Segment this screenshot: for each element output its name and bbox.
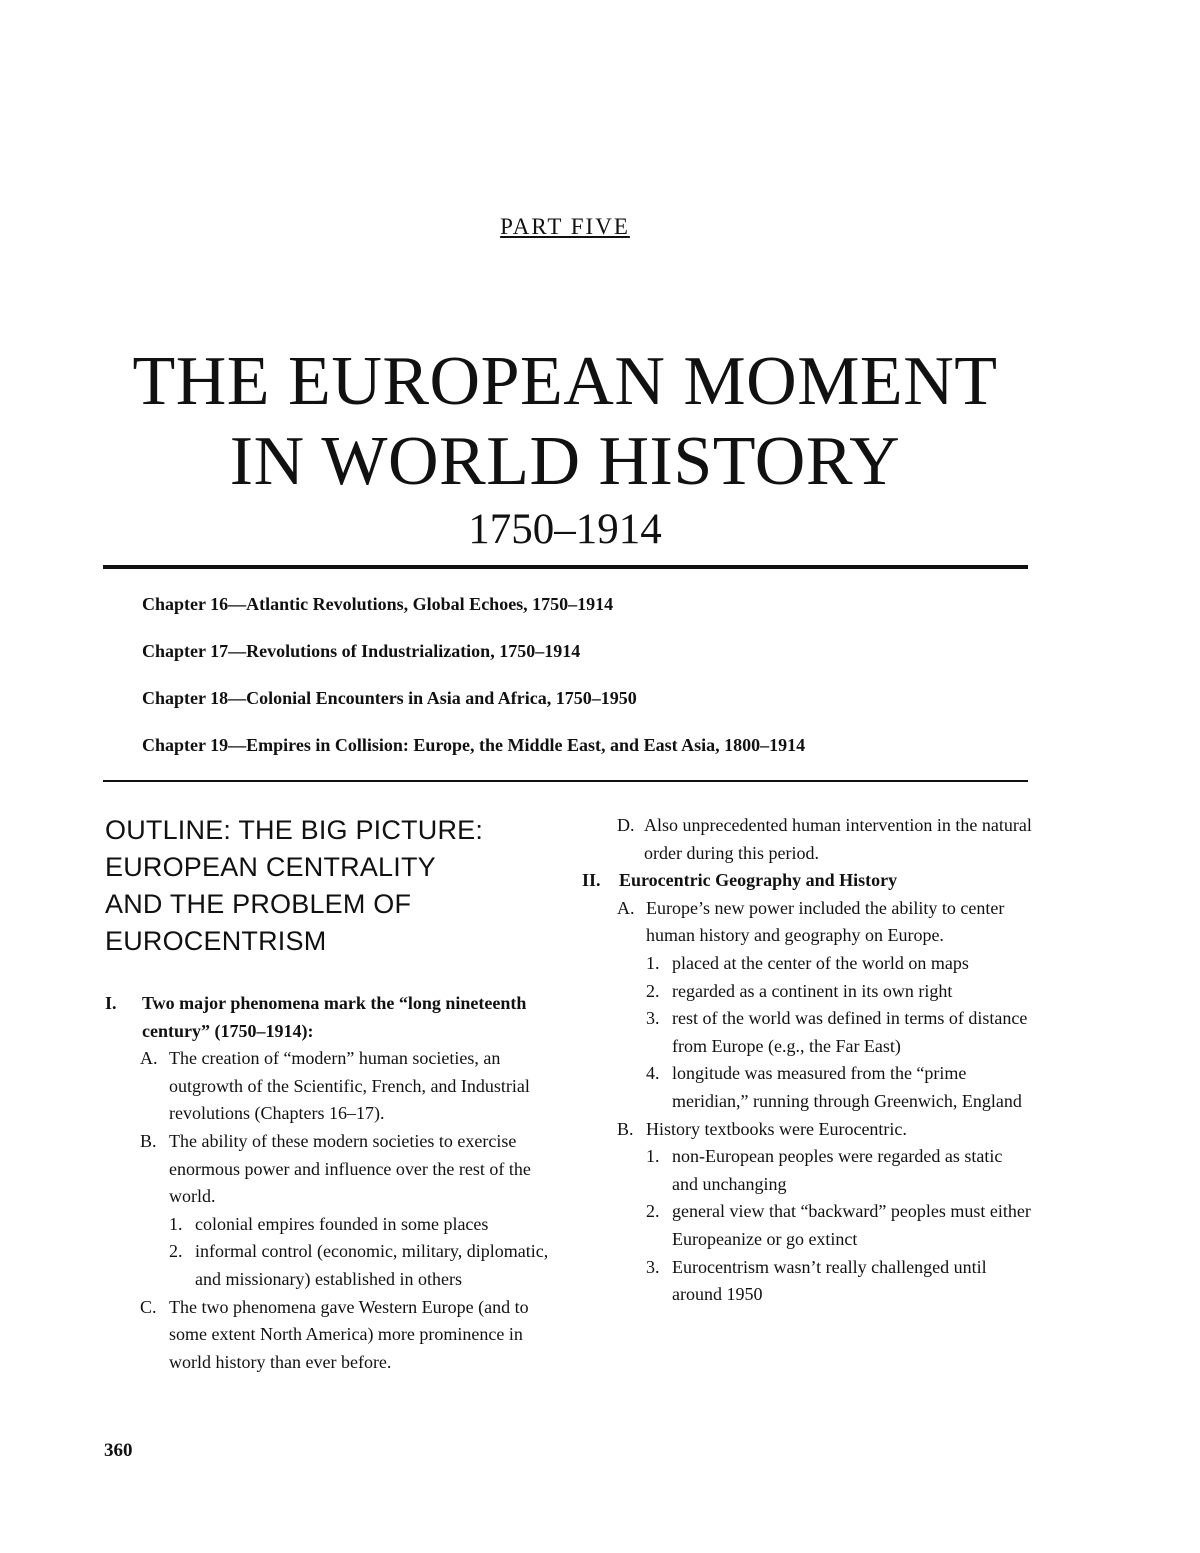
outline-item-I-B-1 — [105, 1211, 565, 1239]
chapter-18: Chapter 18—Colonial Encounters in Asia and Africa, 1750–1950 — [142, 688, 637, 708]
chapter-16: Chapter 16—Atlantic Revolutions, Global Echoes, 1750–1914 — [142, 594, 614, 614]
item-text: non-European peoples were regarded as static and unchanging — [672, 1146, 1003, 1194]
item-text: Europe’s new power included the ability to center human history and geography on Europe. — [646, 897, 1005, 946]
section-text: Eurocentric Geography and History — [619, 870, 898, 891]
item-text: longitude was measured from the “prime meridian,” running through Greenwich, England — [672, 1063, 1022, 1111]
item-marker: A. — [140, 1048, 158, 1069]
item-text: regarded as a continent in its own right — [672, 980, 953, 1001]
outline-section-I — [105, 990, 565, 1045]
item-marker: 1. — [169, 1213, 183, 1234]
item-marker: 1. — [646, 952, 660, 973]
item-marker: B. — [140, 1130, 157, 1151]
title-divider — [103, 565, 1028, 569]
item-marker: 2. — [646, 1201, 660, 1222]
item-marker: A. — [617, 897, 635, 918]
section-number: II. — [582, 870, 601, 891]
item-text: Eurocentrism wasn’t really challenged until around 1950 — [672, 1256, 987, 1305]
outline-item-I-B-2 — [105, 1238, 565, 1293]
outline-item-I-A — [105, 1045, 565, 1128]
outline-item-II-B-2 — [582, 1198, 1032, 1253]
outline-item-II-B-3 — [582, 1254, 1032, 1309]
title-line-2: IN WORLD HISTORY — [229, 423, 901, 500]
item-text: The ability of these modern societies to exercise enormous power and influence over the rest of the world. — [169, 1130, 531, 1207]
part-label: PART FIVE — [500, 214, 630, 239]
item-marker: 2. — [646, 980, 660, 1001]
item-marker: 3. — [646, 1008, 660, 1029]
outline-item-I-D — [582, 812, 1032, 867]
outline-item-II-A-1 — [582, 950, 1032, 978]
item-marker: 4. — [646, 1063, 660, 1084]
item-text: colonial empires founded in some places — [195, 1213, 489, 1234]
chapter-list — [142, 592, 1022, 780]
outline-item-II-B — [582, 1116, 1032, 1144]
outline-heading-line: EUROPEAN CENTRALITY — [105, 852, 436, 882]
outline-item-I-C — [105, 1294, 565, 1377]
item-text: placed at the center of the world on maps — [672, 952, 969, 973]
chapter-19: Chapter 19—Empires in Collision: Europe, the Middle East, and East Asia, 1800–1914 — [142, 735, 806, 755]
item-text: Also unprecedented human intervention in the natural order during this period. — [644, 815, 1032, 863]
section-number: I. — [105, 993, 117, 1013]
outline-right-column — [582, 812, 1032, 1309]
item-text: History textbooks were Eurocentric. — [646, 1118, 907, 1139]
item-text: rest of the world was defined in terms of distance from Europe (e.g., the Far East) — [672, 1008, 1028, 1056]
title-line-1: THE EUROPEAN MOMENT — [132, 343, 998, 420]
outline-item-II-A-4 — [582, 1060, 1032, 1115]
item-text: informal control (economic, military, diplomatic, and missionary) established in others — [195, 1241, 549, 1289]
outline-item-II-A — [582, 895, 1032, 950]
chapter-list-divider — [103, 780, 1028, 782]
item-marker: D. — [617, 815, 635, 835]
outline-section-II — [582, 867, 1032, 895]
item-marker: B. — [617, 1118, 634, 1139]
item-text: The creation of “modern” human societies, an outgrowth of the Scientific, French, and Industrial revolutions (Chapters 16–17). — [169, 1048, 530, 1124]
outline-left-column — [105, 812, 565, 1376]
item-marker: 2. — [169, 1241, 183, 1262]
outline-heading-line: OUTLINE: THE BIG PICTURE: — [105, 815, 484, 845]
item-marker: 3. — [646, 1256, 660, 1277]
outline-item-II-A-3 — [582, 1005, 1032, 1060]
outline-heading — [105, 812, 565, 960]
item-text: general view that “backward” peoples must either Europeanize or go extinct — [672, 1201, 1031, 1249]
outline-item-II-B-1 — [582, 1143, 1032, 1198]
item-text: The two phenomena gave Western Europe (and to some extent North America) more prominence in world history than ever before. — [169, 1296, 529, 1372]
outline-item-II-A-2 — [582, 978, 1032, 1006]
chapter-17: Chapter 17—Revolutions of Industrialization, 1750–1914 — [142, 641, 581, 661]
page-number: 360 — [104, 1440, 133, 1461]
outline-heading-line: EUROCENTRISM — [105, 926, 327, 956]
section-text: Two major phenomena mark the “long nineteenth century” (1750–1914): — [142, 993, 527, 1041]
part-years: 1750–1914 — [468, 506, 662, 553]
outline-item-I-B — [105, 1128, 565, 1211]
outline-heading-line: AND THE PROBLEM OF — [105, 889, 412, 919]
item-marker: 1. — [646, 1146, 660, 1167]
item-marker: C. — [140, 1296, 157, 1317]
part-title — [0, 342, 1130, 502]
